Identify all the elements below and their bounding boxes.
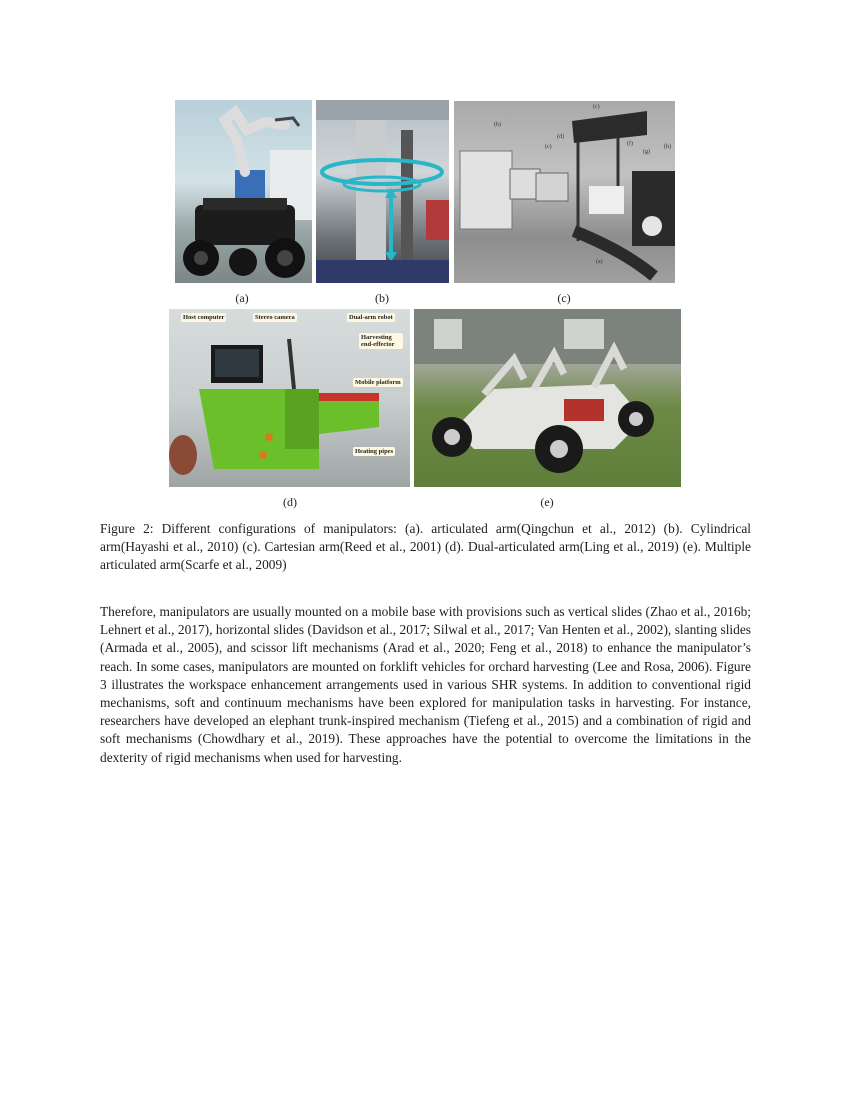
- annotation-h: (h): [664, 144, 671, 150]
- figure-panel-b: [316, 100, 449, 283]
- panel-label-c: (c): [557, 291, 571, 305]
- panel-label-e: (e): [540, 495, 554, 509]
- cylindrical-arm-robot-image: [316, 100, 449, 283]
- annotation-g: (g): [643, 149, 650, 155]
- figure-panel-e: [414, 309, 681, 487]
- annotation-dual-arm-robot: Dual-arm robot: [349, 314, 393, 321]
- figure-panel-a: [175, 100, 312, 283]
- cartesian-arm-robot-image: [454, 101, 675, 283]
- annotation-mobile-platform: Mobile platform: [355, 379, 401, 386]
- annotation-host-computer: Host computer: [183, 314, 225, 321]
- annotation-c: (c): [593, 104, 600, 110]
- panel-label-a: (a): [235, 291, 249, 305]
- annotation-c2: (c): [545, 144, 552, 150]
- annotation-harvesting-end-effector: Harvesting end-effector: [359, 333, 403, 349]
- body-paragraph: Therefore, manipulators are usually mounted on a mobile base with provisions such as vertical slides (Zhao et al., 2016b; Lehnert et al., 2017), horizontal slides (Davidson et al., 2017; Silwal et al., 2017; Van Henten et al., 2002), slanting slides (Armada et al., 2005), and scissor lift mechanisms (Arad et al., 2020; Feng et al., 2018) to enhance the manipulator’s reach. In some cases, manipulators are mounted on forklift vehicles for orchard harvesting (Lee and Rosa, 2006). Figure 3 illustrates the workspace enhancement arrangements used in various SHR systems. In addition to conventional rigid mechanisms, soft and continuum mechanisms have been explored for manipulation tasks in harvesting. For instance, researchers have developed an elephant trunk-inspired mechanism (Tiefeng et al., 2015) and a combination of rigid and soft mechanisms (Chowdhary et al., 2019). These approaches have the potential to overcome the limitations in the dexterity of rigid mechanisms when used for harvesting.: [100, 604, 751, 765]
- annotation-stereo-camera: Stereo camera: [255, 314, 295, 321]
- figure-panel-d: [169, 309, 410, 487]
- annotation-heating-pipes: Heating pipes: [355, 448, 394, 455]
- annotation-a: (a): [596, 259, 603, 265]
- annotation-d: (d): [557, 134, 564, 140]
- figure-caption: Figure 2: Different configurations of manipulators: (a). articulated arm(Qingchun et al., 2012) (b). Cylindrical arm(Hayashi et al., 2010) (c). Cartesian arm(Reed et al., 2001) (d). Dual-articulated arm(Ling et al., 2019) (e). Multiple articulated arm(Scarfe et al., 2009): [100, 521, 751, 573]
- panel-label-b: (b): [375, 291, 389, 305]
- annotation-f: (f): [627, 141, 633, 147]
- articulated-arm-robot-image: [175, 100, 312, 283]
- multi-arm-robot-image: [414, 309, 681, 487]
- figure-panel-c: [454, 101, 675, 283]
- annotation-b: (b): [494, 122, 501, 128]
- panel-label-d: (d): [283, 495, 297, 509]
